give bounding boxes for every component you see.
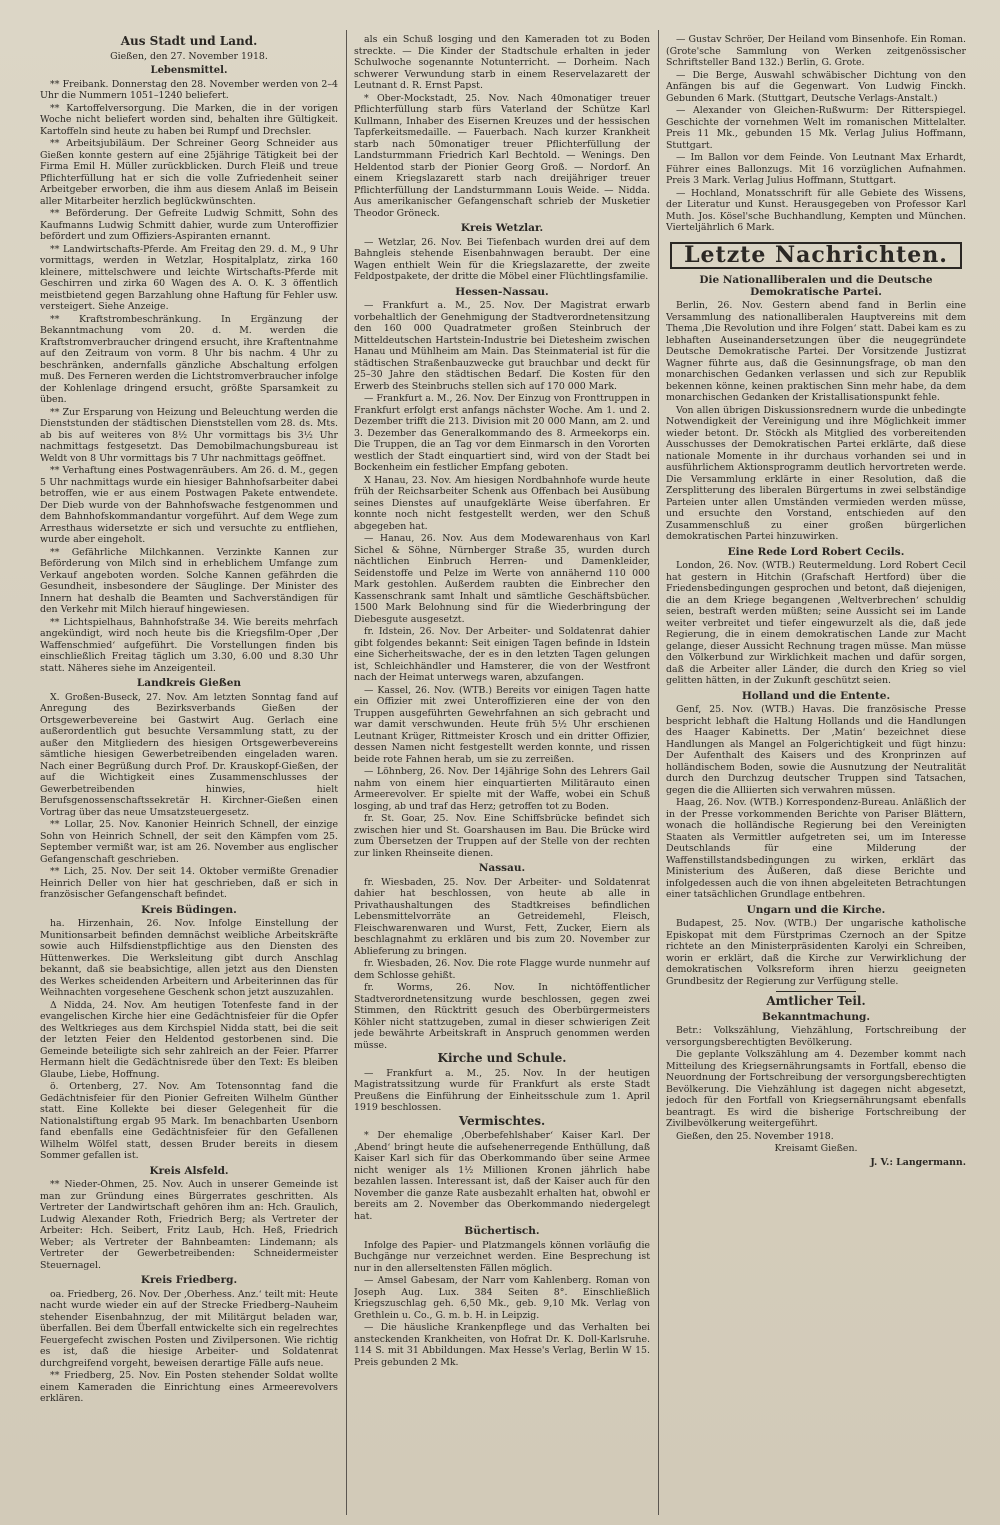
article-paragraph: X Hanau, 23. Nov. Am hiesigen Nordbahnhofe wurde heute früh der Reichsarbeiter Schenk aus Offenbach bei Ausübung seines Dienstes auf unaufgeklärte Weise überfahren. Er konnte noch nicht festgestellt werden, wer den Schuß abgegeben hat. [354,474,650,532]
subhead: Amtlicher Teil. [766,994,866,1008]
article-paragraph: Haag, 26. Nov. (WTB.) Korrespondenz-Bureau. Anläßlich der in der Presse vorkommenden Berichte von Pariser Blättern, wonach die holländische Regierung bei den Vereinigten Staaten als Vermittler aufgetreten sei, um im Interesse Deutschlands für eine Milderung der Waffenstillstandsbedingungen zu wirken, erklärt das Ministerium des Äußeren, daß diese Berichte und infolgedessen auch die von ihnen abgeleiteten Betrachtungen einer tatsächlichen Grundlage entbehren. [666,797,966,900]
article-paragraph: fr. Wiesbaden, 26. Nov. Die rote Flagge wurde nunmehr auf dem Schlosse gehißt. [354,958,650,981]
article-paragraph: — Löhnberg, 26. Nov. Der 14jährige Sohn des Lehrers Gail nahm von einem hier einquartierten Militärauto einen Armeerevolver. Er spielte mit der Waffe, wobei ein Schuß losging, ab und traf das Herz; getroffen tot zu Boden. [354,766,650,812]
subhead: Kirche und Schule. [437,1051,567,1065]
article-paragraph: — Wetzlar, 26. Nov. Bei Tiefenbach wurden drei auf dem Bahngleis stehende Eisenbahnwagen beraubt. Der eine Wagen enthielt Wein für die Kriegslazarette, der zweite Feldpostpakete, der dritte die Möbel einer Flüchtlingsfamilie. [354,236,650,282]
subhead: Kreis Büdingen. [141,903,237,916]
article-paragraph: ** Verhaftung eines Postwagenräubers. Am 26. d. M., gegen 5 Uhr nachmittags wurde ein hiesiger Bahnhofsarbeiter dabei betroffen, wie er aus einem Postwagen Pakete entwendete. Der Dieb wurde von der Bahnhofswache festgenommen und dem Bahnhofskommandantur vorgeführt. Auf dem Wege zum Arresthaus widersetzte er sich und versuchte zu entfliehen, wurde aber eingeholt. [40,465,338,545]
subhead: Büchertisch. [464,1225,540,1237]
article-paragraph: oa. Friedberg, 26. Nov. Der ‚Oberhess. Anz.‘ teilt mit: Heute nacht wurde wieder ein auf der Strecke Friedberg–Nauheim stehender Eisenbahnzug, der mit Militärgut beladen war, überfallen. Bei dem Überfall entwickelte sich ein regelrechtes Feuergefecht zwischen Posten und Zivilpersonen. Wie richtig es ist, daß die hiesige Arbeiter- und Soldatenrat durchgreifend vorgeht, beweisen derartige Fälle aufs neue. [40,1288,338,1369]
article-paragraph: ** Landwirtschafts-Pferde. Am Freitag den 29. d. M., 9 Uhr vormittags, werden in Wetzlar, Hospitalplatz, zirka 160 kleinere, mittelschwere und leichte Wirtschafts-Pferde mit Geschirren und zirka 60 Wagen des A. O. K. 3 öffentlich meistbietend gegen Barzahlung ohne Haftung für Fehler usw. versteigert. Siehe Anzeige. [40,243,338,312]
article-paragraph: London, 26. Nov. (WTB.) Reutermeldung. Lord Robert Cecil hat gestern in Hitchin (Grafschaft Hertford) über die Friedensbedingungen gesprochen und betont, daß diejenigen, die an dem Kriege begangenen ‚Weltverbrechen‘ schuldig seien, bestraft werden müßten; seine Aussicht sei im Lande weiter verbreitet und tiefer eingewurzelt als die, daß jede Regierung, die in einem demokratischen Lande zur Macht gelange, dieser Aussicht Rechnung tragen müsse. Man müsse den Völkerbund zur Wirklichkeit machen und dafür sorgen, daß die Arbeiter aller Länder, die durch den Krieg so viel gelitten hätten, in der Zukunft geschützt seien. [666,560,966,686]
article-paragraph: ** Nieder-Ohmen, 25. Nov. Auch in unserer Gemeinde ist man zur Gründung eines Bürgerrates geschritten. Als Vertreter der Landwirtschaft gehören ihm an: Hch. Graulich, Ludwig Alexander Roth, Friedrich Berg; als Vertreter der Arbeiter: Hch. Seibert, Fritz Laub, Hch. Heß, Friedrich Weber; als Vertreter der Bahnbeamten: Lindemann; als Vertreter der Gewerbetreibenden: Schneidermeister Steuernagel. [40,1179,338,1271]
article-paragraph: — Frankfurt a. M., 25. Nov. In der heutigen Magistratssitzung wurde für Frankfurt als erste Stadt Preußens die Einführung der Einheitsschule zum 1. April 1919 beschlossen. [354,1067,650,1113]
article-paragraph: * Ober-Mockstadt, 25. Nov. Nach 40monatiger treuer Pflichterfüllung starb fürs Vaterland der Schütze Karl Kullmann, Inhaber des Eisernen Kreuzes und der hessischen Tapferkeitsmedaille. — Fauerbach. Nach kurzer Krankheit starb nach 50monatiger treuer Pflichterfüllung der Landsturmmann Friedrich Karl Bechtold. — Wenings. Den Heldentod starb der Pionier Georg Groß. — Nordorf. An einem Kriegslazarett starb nach dreijähriger treuer Pflichterfüllung der Landsturmmann Louis Weide. — Nidda. Aus amerikanischer Gefangenschaft schrieb der Musketier Theodor Gröneck. [354,92,650,219]
article-paragraph: — Im Ballon vor dem Feinde. Von Leutnant Max Erhardt, Führer eines Ballonzugs. Mit 16 vorzüglichen Aufnahmen. Preis 3 Mark. Verlag Julius Hoffmann, Stuttgart. [666,152,966,186]
subhead: Kreis Wetzlar. [460,222,544,234]
column-rule [658,30,659,1515]
article-paragraph: Genf, 25. Nov. (WTB.) Havas. Die französische Presse bespricht lebhaft die Haltung Hollands und die Handlungen des Haager Kabinetts. Der ‚Matin‘ bezeichnet diese Handlungen als Mangel an Folgerichtigkeit und fügt hinzu: Der Aufenthalt des Kaisers und des Kronprinzen auf holländischem Boden, sowie die Ausnutzung der Neutralität durch den Durchzug deutscher Truppen sind Tatsachen, gegen die die Alliierten sich verwahren müssen. [666,704,966,796]
article-paragraph: — Hanau, 26. Nov. Aus dem Modewarenhaus von Karl Sichel & Söhne, Nürnberger Straße 35, wurden durch nächtlichen Einbruch Herren- und Damenkleider, Seidenstoffe und Pelze im Werte von annähernd 110 000 Mark gestohlen. Außerdem raubten die Einbrecher den Kassenschrank samt Inhalt und sämtliche Geschäftsbücher. 1500 Mark Belohnung sind für die Wiederbringung der Diebesgute ausgesetzt. [354,533,650,625]
dateline: Gießen, den 27. November 1918. [110,50,268,62]
article-paragraph: ** Kraftstrombeschränkung. In Ergänzung der Bekanntmachung vom 20. d. M. werden die Kraftstromverbraucher dringend ersucht, ihre Kraftentnahme auf den Zeitraum von vorm. 8 Uhr bis nachm. 4 Uhr zu beschränken, andernfalls gänzliche Abschaltung erfolgen muß. Des Ferneren werden die Lichtstromverbraucher infolge der Kohlenlage dringend ersucht, größte Sparsamkeit zu üben. [40,313,338,405]
subhead: Ungarn und die Kirche. [746,903,886,916]
article-paragraph: * Der ehemalige ‚Oberbefehlshaber‘ Kaiser Karl. Der ‚Abend‘ bringt heute die aufsehenerregende Enthüllung, daß Kaiser Karl sich für das Oberkommando über seine Armee nicht weniger als 1½ Millionen Kronen jährlich habe bezahlen lassen. Interessant ist, daß der Kaiser auch für den November die ganze Rate ausbezahlt erhalten hat, obwohl er bereits am 2. November das Oberkommando niedergelegt hat. [354,1130,650,1222]
article-paragraph: ** Arbeitsjubiläum. Der Schreiner Georg Schneider aus Gießen konnte gestern auf eine 25jährige Tätigkeit bei der Firma Emil H. Müller zurückblicken. Durch Fleiß und treue Pflichterfüllung hat er sich die volle Zufriedenheit seiner Arbeitgeber erworben, die ihm aus diesem Anlaß im Beisein aller Mitarbeiter herzlich beglückwünschten. [40,138,338,207]
article-paragraph: ** Lichtspielhaus, Bahnhofstraße 34. Wie bereits mehrfach angekündigt, wird noch heute bis die Kriegsfilm-Oper ‚Der Waffenschmied‘ aufgeführt. Die Vorstellungen finden bis einschließlich Freitag täglich um 3.30, 6.00 und 8.30 Uhr statt. Näheres siehe im Anzeigenteil. [40,616,338,674]
subhead: Lebensmittel. [150,65,228,76]
article-paragraph: ha. Hirzenhain, 26. Nov. Infolge Einstellung der Munitionsarbeit befinden demnächst weibliche Arbeitskräfte sowie auch Hilfsdienstpflichtige aus den Diensten des Hüttenwerkes. Die Werksleitung gibt durch Anschlag bekannt, daß sie beabsichtige, allen jetzt aus den Diensten des Werkes scheidenden Arbeitern und Arbeiterinnen das für Weihnachten vorgesehene Geschenk schon jetzt auszuzahlen. [40,918,338,998]
article-paragraph: ** Friedberg, 25. Nov. Ein Posten stehender Soldat wollte einem Kameraden die Einrichtung eines Armeerevolvers erklären. [40,1370,338,1404]
article-paragraph: ** Freibank. Donnerstag den 28. November werden von 2–4 Uhr die Nummern 1051–1240 beliefert. [40,78,338,101]
article-paragraph: Die geplante Volkszählung am 4. Dezember kommt nach Mitteilung des Kriegsernährungsamts in Fortfall, ebenso die Neuordnung der Fortschreibung der versorgungsberechtigten Bevölkerung. Die Viehzählung ist dagegen nicht abgesetzt, jedoch für den Fortfall von Kriegsernährungsamt ebenfalls beantragt. Es wird die bisherige Fortschreibung der Zivilbevölkerung weitergeführt. [666,1049,966,1129]
article-paragraph: X. Großen-Buseck, 27. Nov. Am letzten Sonntag fand auf Anregung des Bezirksverbands Gießen der Ortsgewerbevereine bei Gastwirt Aug. Gerlach eine außerordentlich gut besuchte Versammlung statt, zu der außer den Mitgliedern des hiesigen Ortsgewerbevereins sämtliche hiesigen Gewerbetreibenden eingeladen waren. Nach einer Begrüßung durch Prof. Dr. Krauskopf-Gießen, der auf die Wichtigkeit eines Zusammenschlusses der Gewerbetreibenden hinwies, hielt Berufsgenossenschaftssekretär H. Kirchner-Gießen einen Vortrag über das neue Umsatzsteuergesetz. [40,691,338,818]
article-paragraph: fr. Worms, 26. Nov. In nichtöffentlicher Stadtverordnetensitzung wurde beschlossen, gegen zwei Stimmen, den Rücktritt gesuch des Oberbürgermeisters Köhler nicht stattzugeben, zumal in dieser schwierigen Zeit jede bewährte Arbeitskraft in Anspruch genommen werden müsse. [354,982,650,1051]
article-paragraph: Von allen übrigen Diskussionsrednern wurde die unbedingte Notwendigkeit der Vereinigung und ihre Möglichkeit immer wieder betont. Dr. Stöckh als Mitglied des vorbereitenden Ausschusses der Demokratischen Partei erklärte, daß diese nationale Momente in ihr durchaus vorhanden sei und in ausführlichem Aktionsprogramm deutlich hervortreten werde. Die Versammlung erklärte in einer Resolution, daß die Zersplitterung des liberalen Bürgertums in zwei selbständige Parteien unter allen Umständen vermieden werden müsse, und ersuchte den Vorstand, entschieden auf den Zusammenschluß zu einer großen bürgerlichen demokratischen Partei hinzuwirken. [666,404,966,542]
article-paragraph: fr. Wiesbaden, 25. Nov. Der Arbeiter- und Soldatenrat dahier hat beschlossen, von heute ab alle in Privathaushaltungen des Stadtkreises befindlichen Lebensmittelvorräte an Getreidemehl, Fleisch, Fleischwarenwaren und Wurst, Fett, Zucker, Eiern als beschlagnahmt zu erklären und bis zum 20. November zur Ablieferung zu bringen. [354,876,650,957]
article-paragraph: ** Beförderung. Der Gefreite Ludwig Schmitt, Sohn des Kaufmanns Ludwig Schmitt dahier, wurde zum Unteroffizier befördert und zum Offiziers-Aspiranten ernannt. [40,208,338,242]
article-paragraph: — Hochland, Monatsschrift für alle Gebiete des Wissens, der Literatur und Kunst. Herausgegeben von Professor Karl Muth. Jos. Kösel'sche Buchhandlung, Kempten und München. Vierteljährlich 6 Mark. [666,187,966,233]
subhead: Kreis Alsfeld. [149,1164,229,1177]
big-heading: Letzte Nachrichten. [670,242,962,270]
subhead: Vermischtes. [458,1113,546,1128]
closing-dateline: Gießen, den 25. November 1918. [676,1130,834,1142]
article-paragraph: fr. St. Goar, 25. Nov. Eine Schiffsbrücke befindet sich zwischen hier und St. Goarshausen im Bau. Die Brücke wird zum Übersetzen der Truppen auf der Stelle von der rechten zur linken Rheinseite dienen. [354,813,650,859]
article-paragraph: — Die Berge, Auswahl schwäbischer Dichtung von den Anfängen bis auf die Gegenwart. Von Ludwig Finckh. Gebunden 6 Mark. (Stuttgart, Deutsche Verlags-Anstalt.) [666,69,966,104]
subhead: Die Nationalliberalen und die Deutsche Demokratische Partei. [699,274,933,298]
article-paragraph: Budapest, 25. Nov. (WTB.) Der ungarische katholische Episkopat mit dem Fürstprimas Czernoch an der Spitze richtete an den Ministerpräsidenten Karolyi ein Schreiben, worin er erklärt, daß die Kirche zur Verwirklichung der demokratischen Volksreform ihren hierzu geeigneten Grundbesitz der Regierung zur Verfügung stelle. [666,918,966,987]
article-paragraph: ** Lollar, 25. Nov. Kanonier Heinrich Schnell, der einzige Sohn von Heinrich Schnell, der seit den Kämpfen vom 25. September vermißt war, ist am 26. November aus englischer Gefangenschaft geschrieben. [40,819,338,865]
section-heading: Aus Stadt und Land. [120,34,258,48]
subhead: Bekanntmachung. [762,1010,870,1023]
article-paragraph: — Alexander von Gleichen-Rußwurm: Der Ritterspiegel. Geschichte der vornehmen Welt im romanischen Mittelalter. Preis 11 Mk., gebunden 15 Mk. Verlag Julius Hoffmann, Stuttgart. [666,105,966,151]
closing-office: Kreisamt Gießen. [774,1143,858,1154]
column-middle [354,34,650,1513]
article-paragraph: Δ Nidda, 24. Nov. Am heutigen Totenfeste fand in der evangelischen Kirche hier eine Gedächtnisfeier für die Opfer des Weltkrieges aus dem Kirchspiel Nidda statt, bei die seit der letzten Feier den Heldentod gestorbenen sind. Die Gemeinde beteiligte sich sehr zahlreich an der Feier. Pfarrer Hermann hielt die Gedächtnisrede über den Text: Es bleiben Glaube, Liebe, Hoffnung. [40,999,338,1080]
article-paragraph: Infolge des Papier- und Platzmangels können vorläufig die Buchgänge nur verzeichnet werden. Eine Besprechung ist nur in den allerseltensten Fällen möglich. [354,1239,650,1274]
subhead: Kreis Friedberg. [140,1274,238,1286]
article-paragraph: — Amsel Gabesam, der Narr vom Kahlenberg. Roman von Joseph Aug. Lux. 384 Seiten 8°. Einschließlich Kriegszuschlag geh. 6,50 Mk., geb. 9,10 Mk. Verlag von Grethlein u. Co., G. m. b. H. in Leipzig. [354,1275,650,1321]
subhead: Eine Rede Lord Robert Cecils. [727,545,905,558]
notice-subject: Betr.: Volkszählung, Viehzählung, Fortschreibung der versorgungsberechtigten Bevölkerung. [666,1025,966,1048]
article-paragraph: — Die häusliche Krankenpflege und das Verhalten bei ansteckenden Krankheiten, von Hofrat Dr. K. Doll-Karlsruhe. 114 S. mit 31 Abbildungen. Max Hesse's Verlag, Berlin W 15. Preis gebunden 2 Mk. [354,1322,650,1368]
subhead: Holland und die Entente. [741,689,891,702]
column-rule [346,30,347,1515]
article-paragraph: — Kassel, 26. Nov. (WTB.) Bereits vor einigen Tagen hatte ein Offizier mit zwei Unteroffizieren eine der von den Truppen ausgeführten Gewehrfahnen an sich gebracht und war damit verschwunden. Heute früh 5½ Uhr erschienen Leutnant Krüger, Rittmeister Krosch und ein dritter Offizier, dessen Namen nicht festgestellt werden konnte, und rissen beide rote Fahnen herab, um sie zu zerreißen. [354,684,650,765]
subhead: Nassau. [478,862,526,874]
article-paragraph: als ein Schuß losging und den Kameraden tot zu Boden streckte. — Die Kinder der Stadtschule erhalten in jeder Schulwoche sogenannte Notunterricht. — Dorheim. Nach schwerer Verwundung starb in einem Reservelazarett der Leutnant d. R. Ernst Papst. [354,34,650,91]
signature: J. V.: Langermann. [870,1156,966,1168]
article-paragraph: ** Kartoffelversorgung. Die Marken, die in der vorigen Woche nicht beliefert worden sind, behalten ihre Gültigkeit. Kartoffeln sind heute zu haben bei Rumpf und Drechsler. [40,102,338,137]
separator [776,991,856,992]
article-paragraph: — Gustav Schröer, Der Heiland vom Binsenhofe. Ein Roman. (Grote'sche Sammlung von Werken zeitgenössischer Schriftsteller Band 132.) Berlin, G. Grote. [666,34,966,68]
article-paragraph: — Frankfurt a. M., 25. Nov. Der Magistrat erwarb vorbehaltlich der Genehmigung der Stadtverordnetensitzung den 160 000 Quadratmeter großen Steinbruch der Mitteldeutschen Hartstein-Industrie bei Dietesheim zwischen Hanau und Mühlheim am Main. Das Steinmaterial ist für die städtischen Straßenbauzwecke gut brauchbar und deckt für 25–30 Jahre den städtischen Bedarf. Die Kosten für den Erwerb des Steinbruchs stellen sich auf 170 000 Mark. [354,300,650,392]
article-paragraph: ** Zur Ersparung von Heizung und Beleuchtung werden die Dienststunden der städtischen Dienststellen vom 28. ds. Mts. ab bis auf weiteres von 8½ Uhr vormittags bis 3½ Uhr nachmittags festgesetzt. Das Demobilmachungsbureau ist Weldt von 8 Uhr vormittags bis 7 Uhr nachmittags geöffnet. [40,406,338,464]
article-paragraph: ** Gefährliche Milchkannen. Verzinkte Kannen zur Beförderung von Milch sind in erheblichem Umfange zum Verkauf angeboten worden. Solche Kannen gefährden die Gesundheit, insbesondere der Säuglinge. Der Minister des Innern hat deshalb die Beamten und Sachverständigen für den Verkehr mit Milch hierauf hingewiesen. [40,546,338,615]
article-paragraph: ö. Ortenberg, 27. Nov. Am Totensonntag fand die Gedächtnisfeier für den Pionier Gefreiten Wilhelm Günther statt. Eine Kollekte bei dieser Gelegenheit für die Nationalstiftung ergab 95 Mark. Im benachbarten Usenborn fand ebenfalls eine Gedächtnisfeier für den Gefallenen Wilhelm Wölfel statt, dessen Bruder bereits in diesem Sommer gefallen ist. [40,1081,338,1161]
article-paragraph: — Frankfurt a. M., 26. Nov. Der Einzug von Fronttruppen in Frankfurt erfolgt erst anfangs nächster Woche. Am 1. und 2. Dezember trifft die 213. Division mit 20 000 Mann, am 2. und 3. Dezember das Generalkommando des 8. Armeekorps ein. Die Truppen, die an Tag vor dem Einmarsch in den Vororten westlich der Stadt einquartiert sind, wird von der Stadt bei Bockenheim ein festlicher Empfang geboten. [354,393,650,473]
column-left [40,34,338,1513]
article-paragraph: fr. Idstein, 26. Nov. Der Arbeiter- und Soldatenrat dahier gibt folgendes bekannt: Seit einigen Tagen befinde in Idstein eine Sicherheitswache, der es in den letzten Tagen gelungen ist, Schleichhändler und Hamsterer, die von der Westfront nach der Heimat unterwegs waren, abzufangen. [354,626,650,683]
article-paragraph: Berlin, 26. Nov. Gestern abend fand in Berlin eine Versammlung des nationalliberalen Hauptvereins mit dem Thema ‚Die Revolution und ihre Folgen‘ statt. Dabei kam es zu lebhaften Auseinandersetzungen über die neugegründete Deutsche Demokratische Partei. Der Vorsitzende Justizrat Wagner führte aus, daß die Gesinnungsfrage, ob man den monarchischen Gedanken verlassen und sich zur Republik bekennen könne, keinen praktischen Sinn mehr habe, da dem monarchischen Gedanken der Kristallisationspunkt fehle. [666,300,966,403]
column-right [666,34,966,1513]
subhead: Hessen-Nassau. [455,285,549,298]
subhead: Landkreis Gießen [136,677,242,689]
article-paragraph: ** Lich, 25. Nov. Der seit 14. Oktober vermißte Grenadier Heinrich Deller von hier hat geschrieben, daß er sich in französischer Gefangenschaft befindet. [40,866,338,900]
